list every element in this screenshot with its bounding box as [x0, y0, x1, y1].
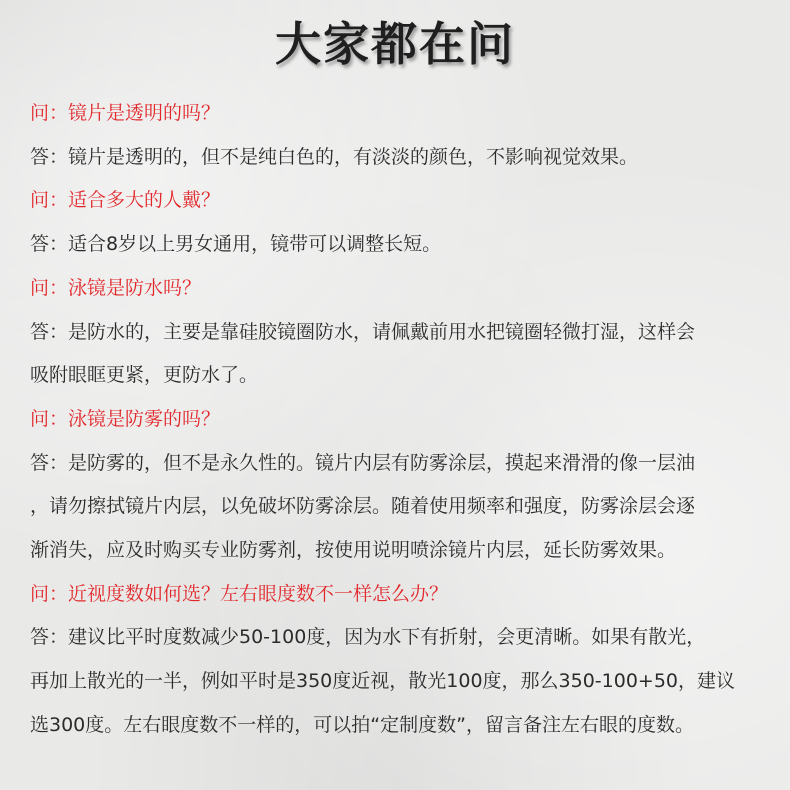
faq-answer-line: 答：是防水的，主要是靠硅胶镜圈防水，请佩戴前用水把镜圈轻微打湿，这样会	[30, 320, 696, 343]
faq-answer-line: 渐消失，应及时购买专业防雾剂，按使用说明喷涂镜片内层，延长防雾效果。	[30, 539, 677, 562]
faq-question: 问：镜片是透明的吗？	[30, 102, 221, 124]
faq-answer-line: 答：建议比平时度数减少50-100度，因为水下有折射，会更清晰。如果有散光，	[30, 626, 706, 649]
faq-item	[30, 92, 765, 179]
faq-answer-line: 吸附眼眶更紧，更防水了。	[30, 364, 259, 387]
faq-answer-line: 答：适合8岁以上男女通用，镜带可以调整长短。	[30, 233, 442, 256]
faq-item	[30, 267, 765, 398]
faq-question: 问：泳镜是防雾的吗？	[30, 407, 221, 430]
faq-item	[30, 398, 765, 573]
faq-question: 问：近视度数如何选？左右眼度数不一样怎么办？	[30, 582, 449, 605]
faq-list	[30, 92, 765, 748]
faq-item	[30, 573, 765, 748]
faq-question: 问：泳镜是防水吗？	[30, 276, 202, 299]
faq-question: 问：适合多大的人戴？	[30, 189, 221, 212]
faq-answer-line: 答：是防雾的，但不是永久性的。镜片内层有防雾涂层，摸起来滑滑的像一层油	[30, 451, 696, 474]
faq-answer-line: 答：镜片是透明的，但不是纯白色的，有淡淡的颜色，不影响视觉效果。	[30, 145, 639, 168]
faq-item	[30, 179, 765, 266]
faq-answer-line: ，请勿擦拭镜片内层，以免破坏防雾涂层。随着使用频率和强度，防雾涂层会逐	[30, 495, 696, 518]
page-title: 大家都在问	[275, 17, 515, 71]
faq-answer-line: 选300度。左右眼度数不一样的，可以拍“定制度数”，留言备注左右眼的度数。	[30, 713, 694, 736]
faq-answer-line: 再加上散光的一半，例如平时是350度近视，散光100度，那么350-100+50，建议	[30, 670, 736, 693]
